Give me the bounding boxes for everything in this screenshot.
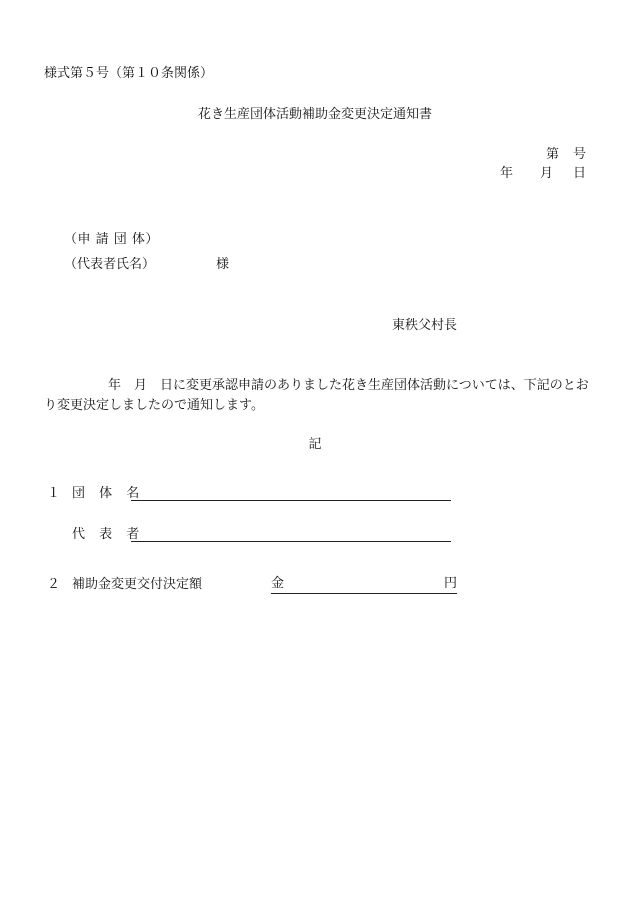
ki-heading: 記 <box>308 437 322 452</box>
honorific: 様 <box>216 257 230 272</box>
amount-field <box>271 576 457 594</box>
document-date <box>500 166 586 182</box>
document-number <box>546 147 586 163</box>
amount-prefix: 金 <box>271 576 285 591</box>
date-month: 月 <box>539 166 553 181</box>
form-number: 様式第５号（第１０条関係） <box>44 66 214 81</box>
item-2-number: ２ <box>47 577 61 592</box>
representative-name-label: （代表者氏名） <box>64 257 156 272</box>
amount-suffix: 円 <box>443 576 457 591</box>
item-1-number: １ <box>47 486 61 501</box>
amount-label: 補助金変更交付決定額 <box>72 577 203 592</box>
date-year: 年 <box>499 166 513 181</box>
document-title: 花き生産団体活動補助金変更決定通知書 <box>197 107 432 122</box>
document-number-go: 号 <box>572 147 586 162</box>
applicant-group-label: （申 請 団 体） <box>64 232 159 247</box>
notice-body: 年 月 日に変更承認申請のありました花き生産団体活動については、下記のとおり変更決定しましたので通知します。 <box>44 378 589 413</box>
issuer-name: 東秩父村長 <box>392 318 458 333</box>
date-day: 日 <box>572 166 586 181</box>
group-name-line <box>131 500 451 501</box>
document-number-dai: 第 <box>545 147 559 162</box>
representative-line <box>131 541 451 542</box>
group-name-label: 団 体 名 <box>72 486 145 501</box>
representative-label: 代 表 者 <box>72 527 145 542</box>
